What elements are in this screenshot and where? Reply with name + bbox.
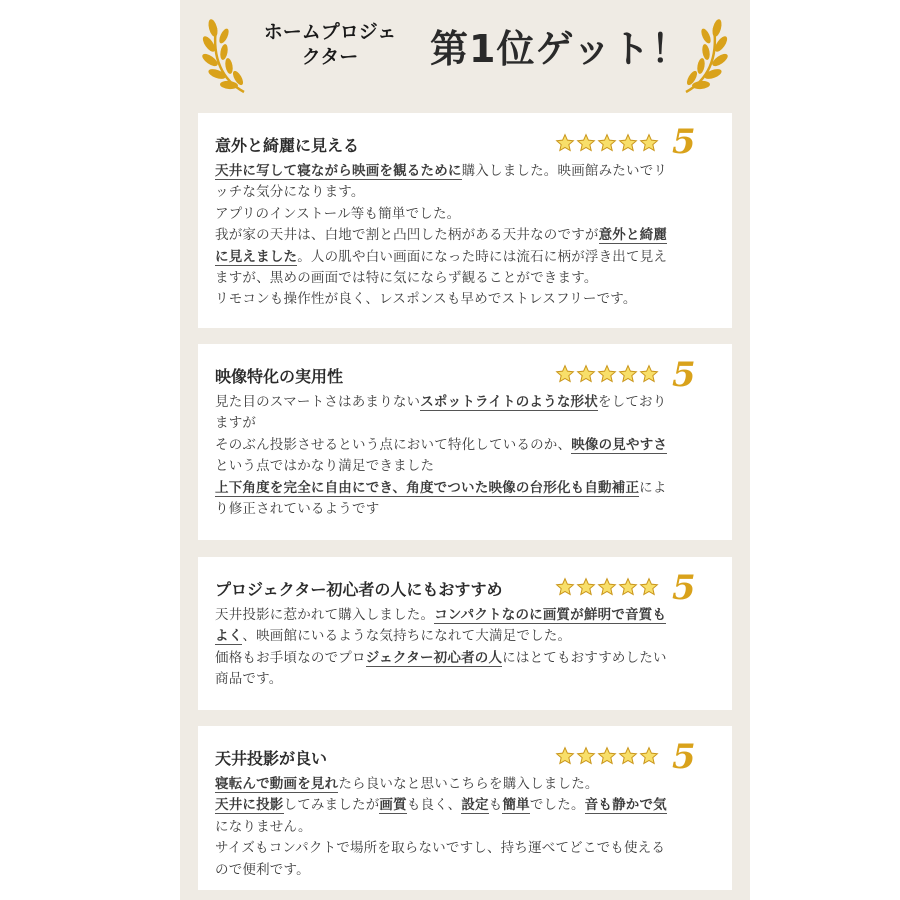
highlighted-text: 意外と綺麗 xyxy=(598,227,668,244)
review-text: によ xyxy=(639,479,667,496)
review-line xyxy=(215,289,720,310)
star-icon xyxy=(576,364,596,384)
review-text: そのぶん投影させるという点において特化しているのか、 xyxy=(215,436,572,453)
highlighted-text: 設定 xyxy=(461,797,489,814)
star-icon xyxy=(639,577,659,597)
review-line xyxy=(215,648,720,669)
header-headline: 第1位ゲット！ xyxy=(430,27,690,71)
highlighted-text: 簡単 xyxy=(502,797,530,814)
star-icon xyxy=(576,133,596,153)
highlighted-text: 天井に投影 xyxy=(215,797,284,814)
highlighted-text: コンパクトなのに画質が鮮明で音質も xyxy=(434,607,667,623)
review-text: サイズもコンパクトで場所を取らないですし、持ち運べてどこでも使える xyxy=(215,840,666,857)
review-text: 、映画館にいるような気持ちになれて大満足でした。 xyxy=(242,628,572,645)
review-text: リモコンも操作性が良く、レスポンスも早めでストレスフリーです。 xyxy=(215,291,637,308)
review-line xyxy=(215,774,720,795)
review-line xyxy=(215,795,720,816)
star-rating xyxy=(555,746,659,766)
review-body xyxy=(215,774,720,881)
rating-score: 5 xyxy=(672,737,696,777)
rating-score: 5 xyxy=(672,122,696,162)
highlighted-text: に見えました xyxy=(215,248,298,265)
highlighted-text: 映像の見やすさ xyxy=(571,436,668,453)
review-text: にはとてもおすすめしたい xyxy=(502,649,667,666)
review-line xyxy=(215,268,720,289)
star-icon xyxy=(555,746,575,766)
review-body xyxy=(215,161,720,311)
review-text: 見た目のスマートさはあまりない xyxy=(215,394,421,410)
star-icon xyxy=(555,133,575,153)
review-text: 我が家の天井は、白地で割と凸凹した柄がある天井なのですが xyxy=(215,227,599,244)
review-line xyxy=(215,817,720,838)
highlighted-text: 画質 xyxy=(379,797,407,814)
review-line xyxy=(215,204,720,225)
rating-score: 5 xyxy=(672,355,696,395)
review-text: ので便利です。 xyxy=(215,861,310,878)
star-icon xyxy=(576,746,596,766)
highlighted-text: ジェクター初心者の人 xyxy=(365,649,503,666)
rating-score: 5 xyxy=(672,568,696,608)
review-title: 天井投影が良い xyxy=(215,749,328,768)
product-page xyxy=(180,0,750,900)
star-rating xyxy=(555,577,659,597)
review-text: になりません。 xyxy=(215,818,312,835)
review-text: 商品です。 xyxy=(215,671,283,688)
review-line xyxy=(215,413,720,434)
star-icon xyxy=(597,577,617,597)
review-card xyxy=(198,113,732,328)
review-text: をしており xyxy=(597,394,667,410)
star-icon xyxy=(618,746,638,766)
review-line xyxy=(215,499,720,520)
star-icon xyxy=(618,364,638,384)
review-line xyxy=(215,182,720,203)
review-card xyxy=(198,557,732,710)
review-body xyxy=(215,605,720,691)
review-text: してみましたが xyxy=(283,797,380,814)
star-icon xyxy=(618,133,638,153)
review-line xyxy=(215,605,720,626)
ranking-header xyxy=(180,0,750,100)
review-text: も良く、 xyxy=(406,797,462,814)
star-icon xyxy=(639,364,659,384)
review-text: も xyxy=(488,797,503,814)
review-text: アプリのインストール等も簡単でした。 xyxy=(215,205,461,222)
review-line xyxy=(215,478,720,499)
star-icon xyxy=(618,577,638,597)
review-title: 映像特化の実用性 xyxy=(215,367,344,386)
highlighted-text: 音も静かで気 xyxy=(584,797,667,814)
review-line xyxy=(215,626,720,647)
review-text: ますが xyxy=(215,415,257,432)
star-icon xyxy=(576,577,596,597)
star-icon xyxy=(639,133,659,153)
review-text: たら良いなと思いこちらを購入しました。 xyxy=(338,776,599,792)
review-text: 購入しました。映画館みたいでリ xyxy=(461,163,668,179)
review-card xyxy=(198,726,732,890)
star-rating xyxy=(555,133,659,153)
review-line xyxy=(215,860,720,881)
review-text: 天井投影に惹かれて購入しました。 xyxy=(215,607,435,623)
review-text: り修正されているようです xyxy=(215,501,380,518)
review-text: という点ではかなり満足できました xyxy=(215,458,435,475)
star-icon xyxy=(555,364,575,384)
review-line xyxy=(215,247,720,268)
star-icon xyxy=(597,133,617,153)
highlighted-text: よく xyxy=(215,628,243,645)
header-product-label: ホームプロジェ クター xyxy=(263,21,397,68)
highlighted-text: 上下角度を完全に自由にでき、角度でついた映像の台形化も自動補正 xyxy=(215,479,640,496)
review-text: 。人の肌や白い画面になった時には流石に柄が浮き出て見え xyxy=(297,248,668,265)
highlighted-text: 天井に写して寝ながら映画を観るために xyxy=(215,163,462,179)
star-icon xyxy=(597,746,617,766)
highlighted-text: スポットライトのような形状 xyxy=(420,394,598,410)
review-line xyxy=(215,392,720,413)
review-body xyxy=(215,392,720,520)
review-text: ますが、黒めの画面では特に気にならず観ることができます。 xyxy=(215,270,598,287)
review-line xyxy=(215,225,720,246)
review-card xyxy=(198,344,732,540)
review-line xyxy=(215,456,720,477)
star-icon xyxy=(639,746,659,766)
review-text: ッチな気分になります。 xyxy=(215,184,365,201)
star-rating xyxy=(555,364,659,384)
review-text: 価格もお手頃なのでプロ xyxy=(215,649,366,666)
review-text: でした。 xyxy=(529,797,585,814)
review-line xyxy=(215,435,720,456)
review-title: プロジェクター初心者の人にもおすすめ xyxy=(215,580,503,599)
review-line xyxy=(215,669,720,690)
laurel-wreath-icon xyxy=(666,6,730,96)
star-icon xyxy=(555,577,575,597)
highlighted-text: 寝転んで動画を見れ xyxy=(215,776,339,792)
review-line xyxy=(215,161,720,182)
star-icon xyxy=(597,364,617,384)
review-line xyxy=(215,838,720,859)
review-title: 意外と綺麗に見える xyxy=(215,136,360,155)
